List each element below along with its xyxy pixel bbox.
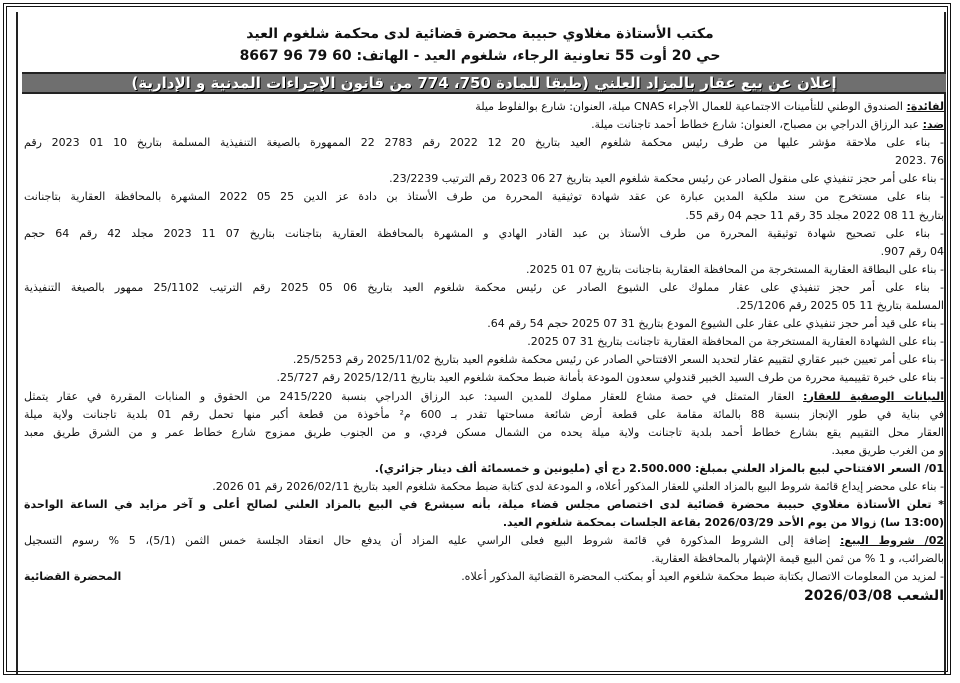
contact-line [24, 568, 944, 586]
property-line [24, 388, 944, 406]
recital-line: - بناء على أمر تعيين خبير عقاري لتقييم عقار لتحديد السعر الافتتاحي الصادر عن رئيس محكمة شلغوم العيد بتاريخ 2025/11/02 رقم 25/5253. [292, 353, 944, 367]
property-line: في بناية في طور الإنجاز بنسبة 88 بالمائة مقامة على قطعة أرض شائعة مساحتها تقدر بـ 600 م² مأخوذة من قطعة أكبر منها تحمل رقم 01 بلدية تاجنانت ولاية ميلة [24, 407, 944, 421]
conditions-text: إضافة إلى الشروط المذكورة في قائمة شروط البيع فعلى الراسي عليه المزاد أن يدفع حال انعقاد الجلسة خمس الثمن (5/1)، 5 % رسوم التسجيل [24, 534, 840, 548]
recital-line: 76 .2023 [895, 154, 944, 168]
office-name: مكتب الأستاذة مغلاوي حبيبة محضرة قضائية لدى محكمة شلغوم العيد [246, 26, 714, 42]
beneficiary-text: الصندوق الوطني للتأمينات الاجتماعية للعمال الأجراء CNAS ميلة، العنوان: شارع بوالفلوط ميلة [475, 100, 907, 113]
beneficiary-label: لفائدة: [906, 100, 944, 113]
recital-line: - بناء على ملاحقة مؤشر عليها من طرف رئيس محكمة شلغوم العيد بتاريخ 20 12 2022 رقم 2783 22 الممهورة بالصيغة التنفيذية المسلمة بتاريخ 10 01 2023 رقم [24, 136, 944, 150]
conditions-label: 02/ شروط البيع: [839, 534, 944, 548]
deposit-recital: - بناء على محضر إيداع قائمة شروط البيع بالمزاد العلني للعقار المذكور أعلاه، و المودعة لدى كتابة ضبط محكمة شلغوم العيد بتاريخ 2026/02/11 رقم 01 2026. [212, 479, 944, 493]
notice-title: إعلان عن بيع عقار بالمزاد العلني (طبقا للمادة 750، 774 من قانون الإجراءات المدنية و الإدارية) [22, 72, 946, 94]
recital-line: 04 رقم 907. [880, 244, 944, 258]
recital-line: بتاريخ 11 08 2022 مجلد 35 رقم 11 حجم 04 رقم 55. [685, 208, 944, 222]
recital-line: - بناء على قيد أمر حجز تنفيذي على عقار على الشيوع المودع بتاريخ 31 07 2025 حجم 54 رقم 64. [487, 317, 944, 331]
recital-line: - بناء على مستخرج من سند ملكية المدين عبارة عن عقد شهادة توثيقية المحررة من طرف الأستاذ بن دادة عز الدين 25 05 2022 المشهرة بالمحافظة العقارية بتاجنانت [24, 190, 944, 204]
against-line [24, 116, 944, 134]
property-line: العقار محل التقييم يقع بشارع خطاط أحمد بلدية تاجنانت ولاية ميلة يحده من الشمال مسكن فردي، و من الجنوب طريق ممزوج شارع خطاط عمر و من الشرق طريق معبد [24, 425, 944, 439]
recital-line: المسلمة بتاريخ 11 05 2025 رقم 25/1206. [736, 299, 944, 313]
property-text: العقار المتمثل في حصة مشاع للعقار مملوك للمدين السيد: عبد الرزاق الدراجي بنسبة 2415/220 من الحقوق و المنابات المقررة في عقار يتمثل [24, 389, 804, 403]
conditions-line: بالضرائب، و 1 % من ثمن البيع قيمة الإشهار بالمحافظة العقارية. [651, 552, 944, 566]
announcement-line: * تعلن الأستاذة مغلاوي حبيبة محضرة قضائية لدى اختصاص مجلس قضاء ميلة، بأنه سيشرع في البيع بالمزاد العلني لصالح أعلى و آخر مزايد في الساعة الواحدة [24, 498, 944, 512]
recital-line: - بناء على تصحيح شهادة توثيقية المحررة من طرف الأستاذ بن عبد القادر الهادي و المشهرة بالمحافظة العقارية بتاجنانت بتاريخ 07 11 2023 مجلد 42 رقم 64 حجم [24, 226, 944, 240]
notice-body [24, 98, 944, 605]
contact-text: - لمزيد من المعلومات الاتصال بكتابة ضبط محكمة شلغوم العيد أو بمكتب المحضرة القضائية المذكور أعلاه. [461, 570, 944, 584]
beneficiary-line [24, 98, 944, 116]
recital-line: - بناء على البطاقة العقارية المستخرجة من المحافظة العقارية بتاجنانت بتاريخ 07 01 2025. [526, 262, 944, 276]
recital-line: - بناء على خبرة تقييمية محررة من طرف السيد الخبير قندولي سعدون المودعة بأمانة ضبط محكمة شلغوم العيد بتاريخ 2025/12/11 رقم 25/727. [276, 371, 944, 385]
announcement-line: (13:00 سا) زوالا من يوم الأحد 2026/03/29 بقاعة الجلسات بمحكمة شلغوم العيد. [502, 516, 944, 530]
property-label: البيانات الوصفية للعقار: [803, 389, 944, 403]
publication-footer: الشعب 2026/03/08 [803, 587, 944, 604]
recital-line: - بناء على الشهادة العقارية المستخرجة من المحافظة العقارية تاجنانت بتاريخ 31 07 2025. [527, 335, 944, 349]
against-text: عبد الرزاق الدراجي بن مصباح، العنوان: شارع خطاط أحمد تاجنانت ميلة. [591, 118, 923, 132]
opening-price: 01/ السعر الافتتاحي لبيع بالمزاد العلني بمبلغ: 2.500.000 دج أي (مليونين و خمسمائة ألف دينار جزائري). [374, 461, 944, 475]
office-address: حي 20 أوت 55 تعاونية الرجاء، شلغوم العيد - الهاتف: 60 79 96 8667 [239, 48, 721, 64]
recital-line: - بناء على أمر حجز تنفيذي على عقار مملوك على الشيوع الصادر عن رئيس محكمة شلغوم العيد بتاريخ 06 05 2025 رقم الترتيب 25/1102 ممهور بالصيغة التنفيذية [24, 280, 944, 294]
against-label: ضد: [922, 118, 944, 132]
recitals [24, 134, 944, 387]
recital-line: - بناء على أمر حجز تنفيذي على منقول الصادر عن رئيس محكمة شلغوم العيد بتاريخ 27 06 2023 رقم الترتيب 23/2239. [389, 172, 944, 186]
conditions-line [24, 532, 944, 550]
property-line: و من الغرب طريق معبد. [831, 443, 944, 457]
signature: المحضرة القضائية [24, 570, 122, 584]
